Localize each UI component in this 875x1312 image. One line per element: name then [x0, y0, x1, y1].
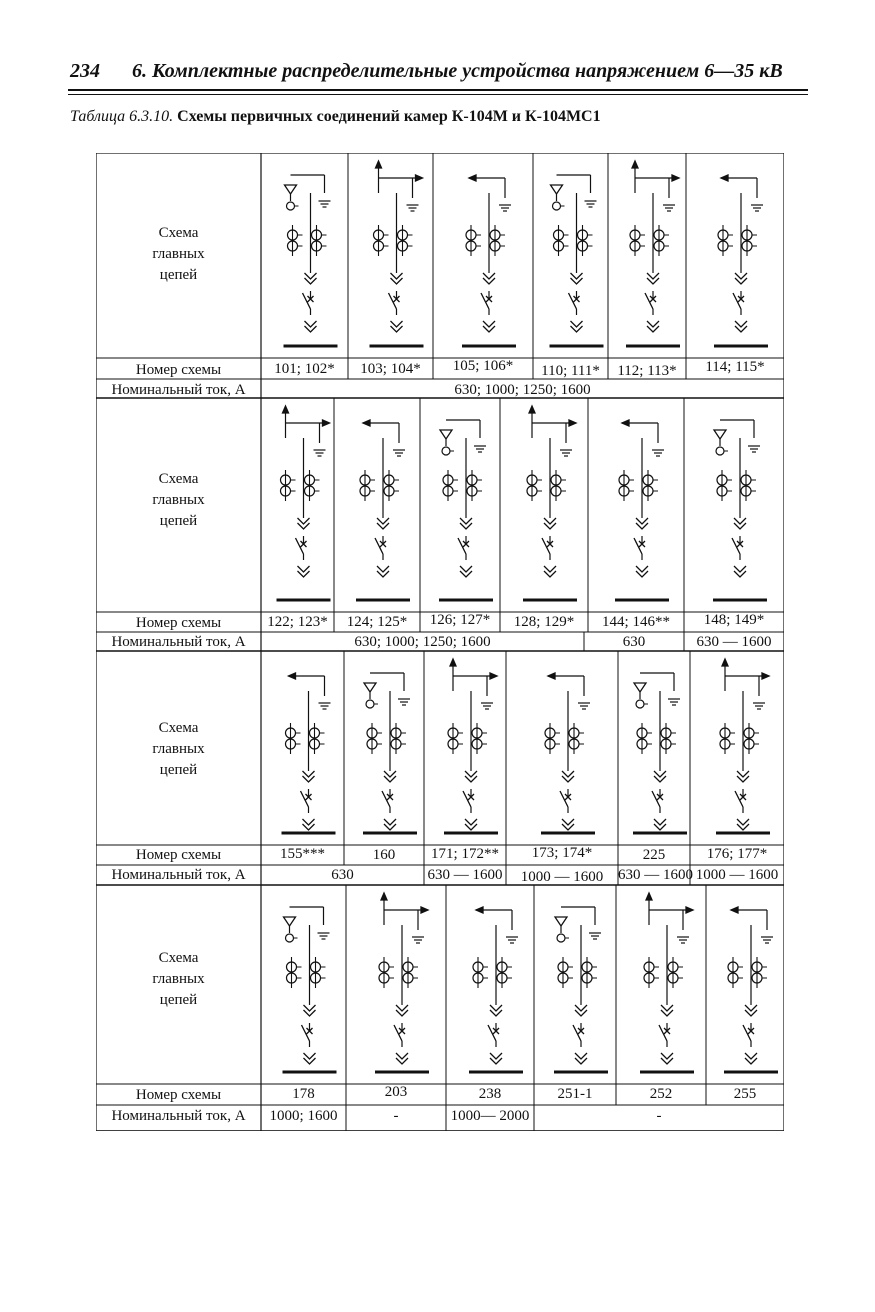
arrow-right-icon	[672, 175, 679, 181]
plug-connector-icon	[305, 321, 317, 327]
rated-current: 630 — 1600	[427, 867, 503, 883]
surge-arrester-icon	[366, 700, 374, 708]
rated-current: -	[656, 1108, 662, 1124]
plug-connector-icon	[735, 273, 747, 279]
plug-connector-icon	[571, 321, 583, 327]
surge-arrester-icon	[440, 430, 452, 439]
plug-connector-icon	[562, 771, 574, 777]
scheme-label: Схема главных цепей	[152, 225, 205, 283]
table-title: Схемы первичных соединений камер К-104М и К-104МС1	[177, 108, 601, 125]
scheme-number: 203	[384, 1084, 408, 1100]
plug-connector-icon	[483, 273, 495, 279]
rated-current: 630; 1000; 1250; 1600	[354, 634, 491, 650]
rated-current: 630 — 1600	[618, 867, 693, 883]
scheme-number: 112; 113*	[617, 363, 677, 379]
scheme-label: Схема главных цепей	[152, 720, 205, 778]
plug-connector-icon	[571, 273, 583, 279]
plug-connector-icon	[465, 771, 477, 777]
surge-arrester-icon	[287, 202, 295, 210]
plug-connector-icon	[654, 819, 666, 825]
header-rule	[68, 89, 808, 91]
scheme-number: 238	[478, 1086, 502, 1102]
scheme-number: 252	[649, 1086, 673, 1102]
surge-arrester-icon	[553, 202, 561, 210]
plug-connector-icon	[377, 566, 389, 572]
plug-connector-icon	[737, 819, 749, 825]
arrow-right-icon	[686, 907, 693, 913]
plug-connector-icon	[562, 819, 574, 825]
rated-current: 630	[622, 634, 646, 650]
scheme-number: 144; 146**	[602, 614, 670, 630]
scheme-number: 110; 111*	[541, 363, 600, 379]
plug-connector-icon	[745, 1053, 757, 1059]
surge-arrester-icon	[716, 447, 724, 455]
surge-arrester-icon	[284, 917, 296, 926]
arrow-up-icon	[376, 161, 382, 168]
scheme-number: 176; 177*	[706, 846, 768, 862]
scheme-number: 148; 149*	[703, 612, 765, 628]
arrow-up-icon	[529, 406, 535, 413]
plug-connector-icon	[384, 819, 396, 825]
plug-connector-icon	[298, 566, 310, 572]
rated-current: 1000— 2000	[450, 1108, 530, 1124]
arrow-up-icon	[632, 161, 638, 168]
rated-current-label: Номинальный ток, А	[111, 867, 246, 883]
schemes-table	[96, 153, 784, 1131]
scheme-number: 225	[642, 847, 666, 863]
scheme-number: 122; 123*	[267, 614, 328, 630]
scheme-number: 105; 106*	[452, 358, 514, 374]
scheme-number: 128; 129*	[513, 614, 575, 630]
plug-connector-icon	[490, 1053, 502, 1059]
surge-arrester-icon	[555, 917, 567, 926]
table-caption	[70, 108, 601, 126]
scheme-number: 101; 102*	[274, 361, 335, 377]
plug-connector-icon	[303, 771, 315, 777]
scheme-number: 178	[292, 1086, 315, 1102]
scheme-number: 155***	[280, 846, 325, 862]
rated-current: 1000 — 1600	[695, 867, 779, 883]
plug-connector-icon	[377, 518, 389, 524]
scheme-label: Схема главных цепей	[152, 950, 205, 1008]
plug-connector-icon	[465, 819, 477, 825]
arrow-up-icon	[646, 893, 652, 900]
rated-current: 630 — 1600	[696, 634, 772, 650]
arrow-up-icon	[381, 893, 387, 900]
plug-connector-icon	[544, 566, 556, 572]
plug-connector-icon	[745, 1005, 757, 1011]
plug-connector-icon	[396, 1053, 408, 1059]
chapter-title: 6. Комплектные распределительные устройства напряжением 6—35 кВ	[132, 60, 783, 82]
plug-connector-icon	[575, 1005, 587, 1011]
surge-arrester-icon	[285, 185, 297, 194]
scheme-number: 114; 115*	[705, 359, 765, 375]
plug-connector-icon	[737, 771, 749, 777]
surge-arrester-icon	[442, 447, 450, 455]
rated-current-label: Номинальный ток, А	[111, 1108, 246, 1124]
arrow-right-icon	[421, 907, 428, 913]
scheme-number: 171; 172**	[431, 846, 499, 862]
surge-arrester-icon	[557, 934, 565, 942]
scheme-number: 251-1	[557, 1086, 593, 1102]
table-ref: Таблица 6.3.10.	[70, 108, 174, 125]
arrow-up-icon	[450, 659, 456, 666]
plug-connector-icon	[735, 321, 747, 327]
rated-current: -	[393, 1108, 399, 1124]
rated-current: 1000; 1600	[269, 1108, 338, 1124]
plug-connector-icon	[636, 518, 648, 524]
scheme-number-label: Номер схемы	[135, 362, 222, 378]
plug-connector-icon	[396, 1005, 408, 1011]
scheme-number-label: Номер схемы	[135, 615, 222, 631]
plug-connector-icon	[734, 518, 746, 524]
plug-connector-icon	[544, 518, 556, 524]
plug-connector-icon	[483, 321, 495, 327]
scheme-number: 124; 125*	[346, 614, 408, 630]
scheme-number: 103; 104*	[360, 361, 421, 377]
plug-connector-icon	[384, 771, 396, 777]
plug-connector-icon	[734, 566, 746, 572]
plug-connector-icon	[647, 321, 659, 327]
scheme-number-label: Номер схемы	[135, 1087, 222, 1103]
arrow-up-icon	[283, 406, 289, 413]
rated-current-label: Номинальный ток, А	[111, 382, 246, 398]
scheme-number: 160	[372, 847, 396, 863]
plug-connector-icon	[391, 321, 403, 327]
rated-current-label: Номинальный ток, А	[111, 634, 246, 650]
rated-current: 630	[331, 867, 354, 883]
plug-connector-icon	[661, 1005, 673, 1011]
scheme-number: 255	[733, 1086, 757, 1102]
arrow-right-icon	[569, 420, 576, 426]
scheme-number: 126; 127*	[429, 612, 491, 628]
scheme-number: 173; 174*	[531, 845, 593, 861]
plug-connector-icon	[636, 566, 648, 572]
arrow-right-icon	[416, 175, 423, 181]
arrow-up-icon	[722, 659, 728, 666]
rated-current: 630; 1000; 1250; 1600	[454, 382, 591, 398]
plug-connector-icon	[298, 518, 310, 524]
plug-connector-icon	[303, 819, 315, 825]
header-rule-thin	[68, 94, 808, 95]
surge-arrester-icon	[636, 700, 644, 708]
surge-arrester-icon	[551, 185, 563, 194]
scheme-number-label: Номер схемы	[135, 847, 222, 863]
plug-connector-icon	[575, 1053, 587, 1059]
plug-connector-icon	[304, 1053, 316, 1059]
scheme-label: Схема главных цепей	[152, 471, 205, 529]
rated-current: 1000 — 1600	[520, 869, 604, 885]
arrow-right-icon	[490, 673, 497, 679]
surge-arrester-icon	[364, 683, 376, 692]
plug-connector-icon	[647, 273, 659, 279]
plug-connector-icon	[654, 771, 666, 777]
plug-connector-icon	[391, 273, 403, 279]
plug-connector-icon	[305, 273, 317, 279]
plug-connector-icon	[460, 566, 472, 572]
plug-connector-icon	[661, 1053, 673, 1059]
arrow-right-icon	[762, 673, 769, 679]
surge-arrester-icon	[634, 683, 646, 692]
surge-arrester-icon	[714, 430, 726, 439]
plug-connector-icon	[304, 1005, 316, 1011]
surge-arrester-icon	[286, 934, 294, 942]
plug-connector-icon	[460, 518, 472, 524]
plug-connector-icon	[490, 1005, 502, 1011]
page-number: 234	[70, 60, 100, 82]
arrow-right-icon	[323, 420, 330, 426]
